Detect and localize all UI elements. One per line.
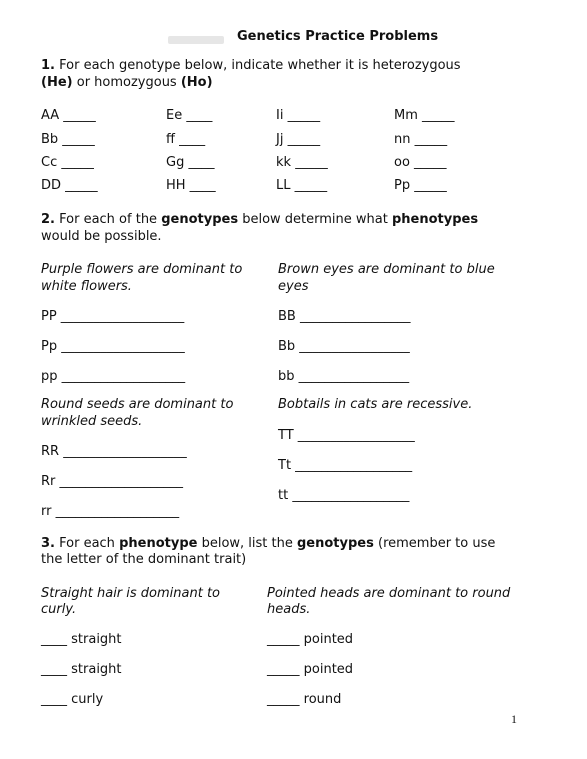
- genotype-item: LL _____: [276, 178, 328, 193]
- homozygous-abbrev: (Ho): [180, 75, 213, 90]
- phenotype-item: tt __________________: [278, 488, 410, 503]
- genotype-item: nn _____: [394, 132, 448, 147]
- question-3-prompt: [41, 536, 495, 551]
- trait-statement: eyes: [278, 279, 309, 294]
- phenotype-item: Rr ___________________: [41, 474, 184, 489]
- heterozygous-abbrev: (He): [41, 75, 73, 90]
- question-text: below, list the: [201, 536, 293, 551]
- genotype-answer-item: _____ pointed: [267, 662, 354, 677]
- genotype-item: Ee ____: [166, 108, 213, 123]
- question-2-prompt: [41, 212, 478, 227]
- question-number: 2.: [41, 212, 55, 227]
- trait-statement: Purple flowers are dominant to: [41, 262, 243, 277]
- question-text: (remember to use: [378, 536, 496, 551]
- phenotype-item: PP ___________________: [41, 309, 185, 324]
- trait-statement: wrinkled seeds.: [41, 414, 143, 429]
- question-number: 3.: [41, 536, 55, 551]
- phenotype-item: Tt __________________: [278, 458, 413, 473]
- genotype-item: kk _____: [276, 155, 328, 170]
- genotype-item: HH ____: [166, 178, 216, 193]
- phenotype-item: RR ___________________: [41, 444, 187, 459]
- genotype-item: Mm _____: [394, 108, 455, 123]
- genotype-answer-item: _____ round: [267, 692, 342, 707]
- phenotype-item: pp ___________________: [41, 369, 186, 384]
- question-text: or homozygous: [76, 75, 177, 90]
- question-keyword: phenotypes: [391, 212, 479, 227]
- question-text: For each: [59, 536, 115, 551]
- question-number: 1.: [41, 58, 55, 73]
- genotype-item: oo _____: [394, 155, 447, 170]
- genotype-answer-item: ____ straight: [41, 632, 122, 647]
- question-keyword: phenotype: [119, 536, 198, 551]
- genotype-item: Pp _____: [394, 178, 447, 193]
- phenotype-item: Pp ___________________: [41, 339, 185, 354]
- genotype-answer-item: ____ curly: [41, 692, 104, 707]
- question-text: below determine what: [242, 212, 388, 227]
- trait-statement: Bobtails in cats are recessive.: [278, 397, 473, 412]
- question-keyword: genotypes: [161, 212, 239, 227]
- trait-statement: Pointed heads are dominant to round: [267, 586, 511, 601]
- page-number: 1: [511, 712, 517, 726]
- question-keyword: genotypes: [297, 536, 374, 551]
- page-title: Genetics Practice Problems: [237, 29, 439, 44]
- genotype-item: Cc _____: [41, 155, 94, 170]
- trait-statement: Brown eyes are dominant to blue: [278, 262, 495, 277]
- trait-statement: Straight hair is dominant to: [41, 586, 221, 601]
- genotype-item: DD _____: [41, 178, 98, 193]
- genotype-item: Jj _____: [276, 132, 321, 147]
- genotype-item: Bb _____: [41, 132, 95, 147]
- question-1-prompt: [41, 58, 461, 73]
- question-text: For each of the: [59, 212, 158, 227]
- phenotype-item: Bb _________________: [278, 339, 410, 354]
- trait-statement: Round seeds are dominant to: [41, 397, 234, 412]
- phenotype-item: bb _________________: [278, 369, 410, 384]
- phenotype-item: BB _________________: [278, 309, 411, 324]
- question-2-prompt-line2: would be possible.: [41, 229, 162, 244]
- trait-statement: curly.: [41, 602, 77, 617]
- trait-statement: white flowers.: [41, 279, 132, 294]
- genotype-item: Ii _____: [276, 108, 321, 123]
- question-text: For each genotype below, indicate whether it is heterozygous: [59, 58, 461, 73]
- genotype-answer-item: ____ straight: [41, 662, 122, 677]
- question-3-prompt-line2: the letter of the dominant trait): [41, 552, 247, 567]
- phenotype-item: TT __________________: [278, 428, 415, 443]
- genotype-item: AA _____: [41, 108, 96, 123]
- phenotype-item: rr ___________________: [41, 504, 180, 519]
- question-1-prompt-line2: [41, 75, 213, 90]
- genotype-item: Gg ____: [166, 155, 215, 170]
- trait-statement: heads.: [267, 602, 311, 617]
- genotype-item: ff ____: [166, 132, 206, 147]
- genotype-answer-item: _____ pointed: [267, 632, 354, 647]
- faint-smudge: [168, 36, 224, 44]
